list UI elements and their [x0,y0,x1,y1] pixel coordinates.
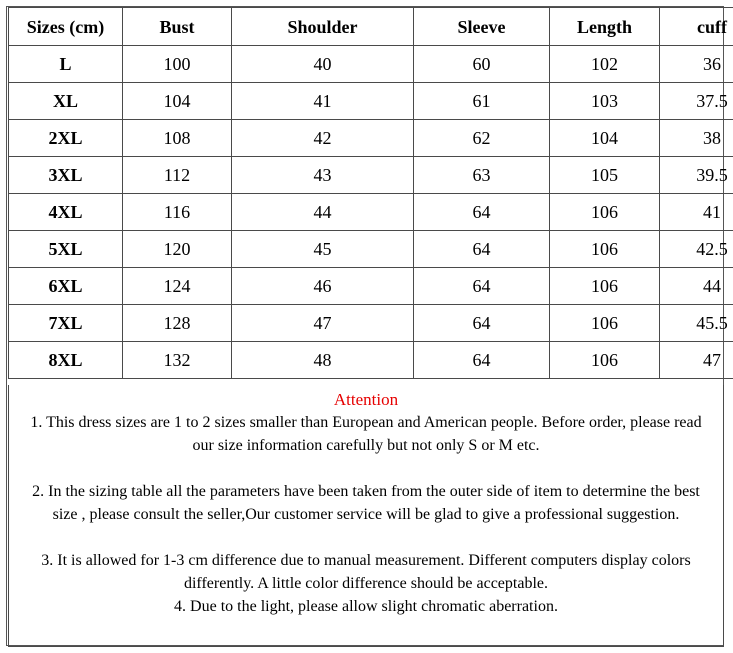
length-value: 106 [550,342,660,379]
sleeve-value: 64 [414,268,550,305]
length-value: 102 [550,46,660,83]
length-value: 106 [550,268,660,305]
table-row [9,157,733,194]
shoulder-value: 48 [232,342,414,379]
bust-value: 124 [123,268,232,305]
shoulder-value: 46 [232,268,414,305]
size-label: 6XL [9,268,123,305]
shoulder-value: 42 [232,120,414,157]
table-row [9,268,733,305]
length-value: 106 [550,194,660,231]
header-bust: Bust [123,8,232,46]
shoulder-value: 47 [232,305,414,342]
sleeve-value: 62 [414,120,550,157]
header-sizes: Sizes (cm) [9,8,123,46]
length-value: 106 [550,231,660,268]
size-label: 7XL [9,305,123,342]
bust-value: 132 [123,342,232,379]
table-row [9,305,733,342]
attention-title: Attention [333,390,399,409]
header-cuff: cuff [660,8,733,46]
table-row [9,231,733,268]
size-label: 8XL [9,342,123,379]
cuff-value: 42.5 [660,231,733,268]
bust-value: 104 [123,83,232,120]
note-2: 2. In the sizing table all the parameters have been taken from the outer side of item to determine the best size , please consult the seller,Our customer service will be glad to give a professional suggestion. [32,483,700,523]
length-value: 103 [550,83,660,120]
size-label: 4XL [9,194,123,231]
bust-value: 120 [123,231,232,268]
cuff-value: 45.5 [660,305,733,342]
size-label: XL [9,83,123,120]
table-row [9,342,733,379]
bust-value: 108 [123,120,232,157]
shoulder-value: 45 [232,231,414,268]
sleeve-value: 64 [414,231,550,268]
cuff-value: 37.5 [660,83,733,120]
shoulder-value: 44 [232,194,414,231]
cuff-value: 47 [660,342,733,379]
length-value: 104 [550,120,660,157]
shoulder-value: 43 [232,157,414,194]
sleeve-value: 63 [414,157,550,194]
header-sleeve: Sleeve [414,8,550,46]
sleeve-value: 61 [414,83,550,120]
sleeve-value: 64 [414,305,550,342]
length-value: 105 [550,157,660,194]
length-value: 106 [550,305,660,342]
header-length: Length [550,8,660,46]
cuff-value: 39.5 [660,157,733,194]
sleeve-value: 64 [414,194,550,231]
sleeve-value: 64 [414,342,550,379]
sleeve-value: 60 [414,46,550,83]
cuff-value: 44 [660,268,733,305]
note-3: 3. It is allowed for 1-3 cm difference due to manual measurement. Different computers display colors differently. A little color difference should be acceptable. [41,552,691,592]
table-row [9,83,733,120]
shoulder-value: 40 [232,46,414,83]
note-1: 1. This dress sizes are 1 to 2 sizes smaller than European and American people. Before order, please read our size information carefully but not only S or M etc. [30,414,702,454]
table-header-row [9,8,733,46]
bust-value: 112 [123,157,232,194]
cuff-value: 36 [660,46,733,83]
bust-value: 128 [123,305,232,342]
table-row [9,194,733,231]
spacer [9,457,723,480]
note-4: 4. Due to the light, please allow slight chromatic aberration. [174,598,558,615]
size-chart-table [8,7,733,379]
cuff-value: 41 [660,194,733,231]
size-label: 3XL [9,157,123,194]
table-row [9,120,733,157]
table-row [9,46,733,83]
size-label: 5XL [9,231,123,268]
bust-value: 100 [123,46,232,83]
size-label: L [9,46,123,83]
attention-notes [8,385,724,647]
cuff-value: 38 [660,120,733,157]
header-shoulder: Shoulder [232,8,414,46]
bust-value: 116 [123,194,232,231]
shoulder-value: 41 [232,83,414,120]
size-label: 2XL [9,120,123,157]
spacer [9,526,723,549]
